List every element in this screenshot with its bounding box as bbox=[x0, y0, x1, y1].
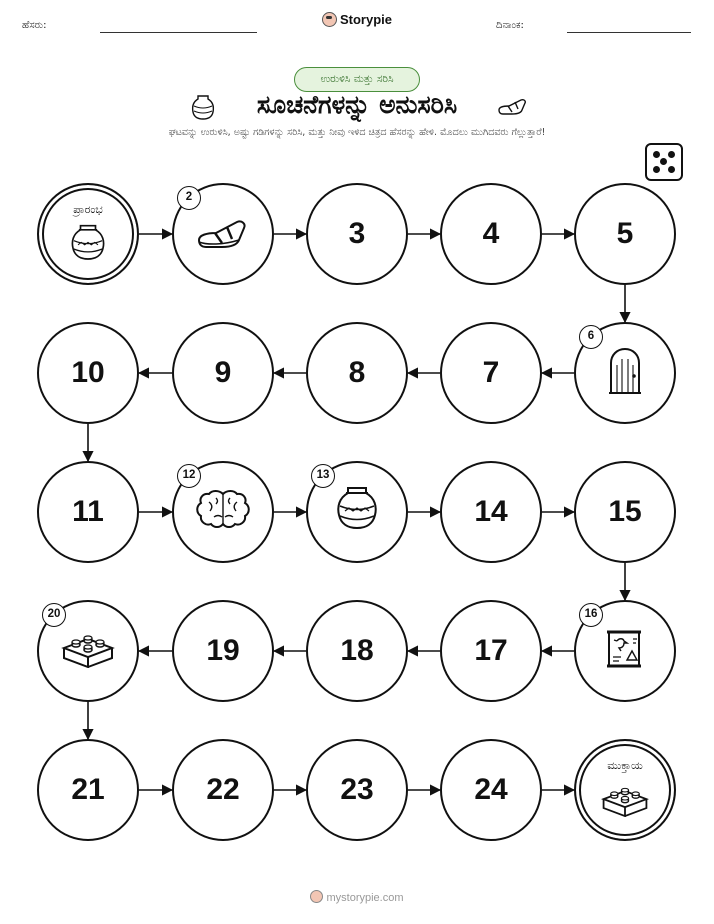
lego-brick-icon bbox=[600, 783, 650, 821]
space-number: 19 bbox=[206, 634, 240, 667]
finish-label: ಮುಕ್ತಾಯ bbox=[607, 759, 643, 772]
space-number: 22 bbox=[206, 773, 240, 806]
number-space[interactable] bbox=[172, 322, 274, 424]
brand-name: Storypie bbox=[339, 12, 392, 27]
pot-icon bbox=[333, 484, 381, 540]
picture-space[interactable] bbox=[574, 322, 676, 424]
picture-space[interactable] bbox=[306, 461, 408, 563]
space-number-badge: 6 bbox=[579, 325, 603, 349]
space-number: 21 bbox=[71, 773, 105, 806]
space-number: 23 bbox=[340, 773, 374, 806]
activity-tag: ಉರುಳಿಸಿ ಮತ್ತು ಸರಿಸಿ bbox=[294, 67, 420, 92]
footer-site: mystorypie.com bbox=[326, 892, 404, 904]
sandal-icon bbox=[195, 212, 251, 256]
number-space[interactable] bbox=[37, 739, 139, 841]
number-space[interactable] bbox=[306, 739, 408, 841]
number-space[interactable] bbox=[306, 600, 408, 702]
space-number: 17 bbox=[474, 634, 508, 667]
space-number: 18 bbox=[340, 634, 374, 667]
door-icon bbox=[608, 347, 642, 399]
space-number: 15 bbox=[608, 495, 642, 528]
space-number-badge: 16 bbox=[579, 603, 603, 627]
picture-space[interactable] bbox=[172, 183, 274, 285]
space-number: 4 bbox=[482, 217, 500, 250]
space-number: 11 bbox=[72, 495, 104, 528]
space-number: 9 bbox=[214, 356, 232, 389]
number-space[interactable] bbox=[440, 739, 542, 841]
space-number: 14 bbox=[474, 495, 508, 528]
number-space[interactable] bbox=[37, 461, 139, 563]
name-label: ಹೆಸರು: bbox=[22, 20, 47, 31]
number-space[interactable] bbox=[440, 322, 542, 424]
space-number: 8 bbox=[348, 356, 366, 389]
number-space[interactable] bbox=[440, 183, 542, 285]
pot-icon bbox=[68, 222, 108, 270]
picture-space[interactable] bbox=[172, 461, 274, 563]
number-space[interactable] bbox=[172, 600, 274, 702]
space-number: 7 bbox=[482, 356, 500, 389]
space-number: 5 bbox=[616, 217, 634, 250]
footer bbox=[0, 890, 714, 904]
papyrus-scroll-icon bbox=[603, 627, 647, 675]
number-space[interactable] bbox=[574, 183, 676, 285]
start-space[interactable] bbox=[37, 183, 139, 285]
number-space[interactable] bbox=[574, 461, 676, 563]
number-space[interactable] bbox=[306, 322, 408, 424]
number-space[interactable] bbox=[172, 739, 274, 841]
picture-space[interactable] bbox=[37, 600, 139, 702]
space-number-badge: 12 bbox=[177, 464, 201, 488]
number-space[interactable] bbox=[37, 322, 139, 424]
number-space[interactable] bbox=[440, 461, 542, 563]
date-label: ದಿನಾಂಕ: bbox=[496, 20, 524, 31]
picture-space[interactable] bbox=[574, 600, 676, 702]
finish-space[interactable] bbox=[574, 739, 676, 841]
space-number: 10 bbox=[71, 356, 105, 389]
space-number-badge: 20 bbox=[42, 603, 66, 627]
start-label: ಪ್ರಾರಂಭ bbox=[73, 203, 103, 216]
page-title: ಸೂಚನೆಗಳನ್ನು ಅನುಸರಿಸಿ bbox=[256, 90, 458, 119]
number-space[interactable] bbox=[440, 600, 542, 702]
space-number: 24 bbox=[474, 773, 508, 806]
lego-brick-icon bbox=[60, 630, 116, 672]
space-number-badge: 2 bbox=[177, 186, 201, 210]
space-number-badge: 13 bbox=[311, 464, 335, 488]
storypie-logo-icon bbox=[310, 890, 323, 903]
instructions: ಘಟವನ್ನು ಉರುಳಿಸಿ, ಅಷ್ಟು ಗಡಿಗಳನ್ನು ಸರಿಸಿ, ಮತ್ತು ನೀವು ಇಳಿದ ಚಿತ್ರದ ಹೆಸರನ್ನು ಹೇಳಿ. ಮೊದಲು ಮುಗಿದವರು ಗೆಲ್ಲುತ್ತಾರೆ! bbox=[168, 127, 546, 138]
number-space[interactable] bbox=[306, 183, 408, 285]
space-number: 3 bbox=[348, 217, 366, 250]
brain-icon bbox=[196, 488, 250, 536]
